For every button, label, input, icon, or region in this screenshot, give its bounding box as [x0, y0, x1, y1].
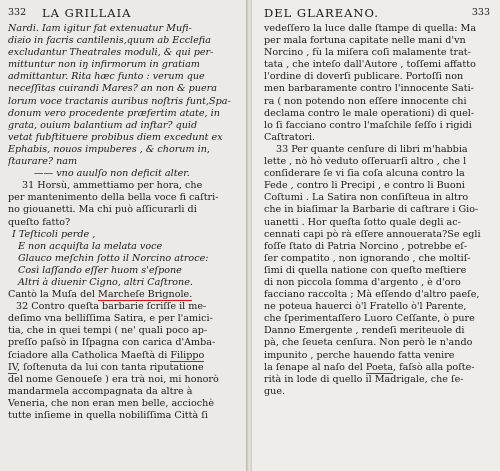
text-line: [264, 241, 492, 253]
line-text-after: , ſoſtenuta da lui con tanta riputatione: [17, 361, 204, 373]
text-line: [8, 156, 241, 168]
left-page-number: 332: [8, 7, 27, 18]
text-line: [264, 71, 492, 83]
text-line: [8, 374, 241, 386]
text-line: [264, 289, 492, 301]
text-line: [8, 180, 241, 192]
text-line: [264, 35, 492, 47]
text-line: [264, 168, 492, 180]
text-line: [8, 204, 241, 216]
text-line: [8, 35, 241, 47]
line-text: mittuntur non iŋ infirmorum in gratiam: [8, 59, 200, 71]
line-text: di non piccola ſomma d'argento , è d'oro: [264, 276, 461, 288]
underlined-name: IV: [8, 361, 18, 373]
right-running-title: DEL GLAREANO.: [264, 6, 379, 20]
line-text: l'ordine di doverſi publicare. Portoſſi non: [264, 71, 464, 83]
line-text: 33 Per quante cenſure di libri m'habbia: [276, 143, 468, 155]
line-text: facciano raccolta ; Mà eſſendo d'altro paeſe,: [264, 289, 480, 301]
text-line: [8, 144, 241, 156]
left-running-title: LA GRILLAIA: [42, 6, 132, 20]
line-text: che ſperimentaſſero Luoro Ceſſante, ò pure: [264, 313, 475, 325]
text-line: [8, 398, 241, 410]
line-text: foſſe ſtato di Patria Norcino , potrebbe eſ-: [264, 240, 468, 252]
line-text: ſciadore alla Catholica Maeſtà di: [8, 349, 171, 361]
text-line: [264, 156, 492, 168]
line-text: ſtaurare? nam: [8, 156, 78, 168]
text-line: [264, 277, 492, 289]
line-text: men barbaramente contro l'innocente Sati-: [264, 83, 474, 95]
text-line: [8, 362, 241, 374]
line-text: cennati capi pò rà eſſere annouerata?Se egli: [264, 228, 481, 240]
line-text: Danno Emergente , rendeſi meriteuole di: [264, 325, 465, 337]
text-line: [264, 192, 492, 204]
text-line: [264, 386, 492, 398]
left-page-text: [8, 23, 241, 422]
text-line: [8, 47, 241, 59]
text-line: [8, 71, 241, 83]
text-line: [8, 96, 241, 108]
line-text: pà, che ſeueta cenſura. Non però le n'ando: [264, 337, 473, 349]
line-text-after: , faſsò alla poſte-: [393, 361, 475, 373]
line-text: 31 Horsù, ammettiamo per hora, che: [22, 180, 203, 192]
line-text: lorum voce tractanis auribus noſtris funt,Spa-: [8, 95, 231, 107]
line-text: per mala fortuna capitate nelle mani d'vn: [264, 35, 466, 47]
text-line: [264, 23, 492, 35]
line-text: ſimi di quella natione con queſto meſtiere: [264, 264, 467, 276]
text-line: [264, 204, 492, 216]
line-text: Glauco meſchin ſotto il Norcino atroce:: [18, 252, 209, 264]
text-line: [8, 265, 241, 277]
right-page: [252, 0, 500, 471]
text-line: [264, 265, 492, 277]
line-text: admittantur. Rita hæc funto : verum que: [8, 71, 205, 83]
line-text: Veneria, che non eran men belle, acciochè: [8, 397, 215, 409]
text-line: [264, 313, 492, 325]
line-text: mandarmela accompagnata da altre à: [8, 385, 193, 397]
text-line: [264, 350, 492, 362]
line-text: Ephabis, nouos impuberes , & chorum in,: [8, 143, 210, 155]
line-text: vedeſſero la luce dalle ſtampe di quella: Ma: [264, 23, 477, 34]
line-text: lo ſi facciano contro l'maſchile ſeſſo i rigidi: [264, 119, 472, 131]
text-line: [264, 325, 492, 337]
left-running-header: [8, 6, 239, 22]
text-line: [8, 325, 241, 337]
text-line: [264, 120, 492, 132]
text-line: [264, 96, 492, 108]
line-text: grata, ouium balantium ad inftar? quid: [8, 119, 198, 131]
left-page: [0, 0, 247, 471]
line-text: Fede , contro li Precipi , e contro li Buoni: [264, 180, 465, 192]
line-text: impunito , perche hauendo fatta venire: [264, 349, 455, 361]
text-line: [8, 229, 241, 241]
text-line: [8, 301, 241, 313]
line-text: tutte inſieme in quella nobiliſſima Città ſi: [8, 410, 208, 421]
text-line: [8, 217, 241, 229]
line-text: no giouanetti. Ma chi può aſſicurarli di: [8, 204, 197, 216]
line-text: tata , che inteſo dall'Autore , toſſemi affatto: [264, 59, 476, 71]
line-text: declama contro le male operationi) di quel-: [264, 107, 475, 119]
text-line: [264, 180, 492, 192]
line-text: per mantenimento della bella voce fi caſtri-: [8, 192, 219, 204]
line-text: Nardi. Iam igitur fat extenuatur Mufi-: [8, 23, 192, 34]
line-text: Così laſſando eſſer huom s'eſpone: [18, 264, 182, 276]
text-line: [8, 168, 241, 180]
line-text: che in biaſimar la Barbarie di caſtrare i Gio-: [264, 204, 479, 216]
text-line: [8, 241, 241, 253]
line-text: I Teſticoli perde ,: [12, 228, 96, 240]
line-text: tia, che in quei tempi ( ne' quali poco ap-: [8, 325, 208, 337]
line-text: ra ( non potendo non eſſere innocente chi: [264, 95, 467, 107]
text-line: [264, 108, 492, 120]
line-text: Cantò la Muſa del: [8, 289, 99, 301]
line-text: deſimo vna belliſſima Satira, e per l'amici-: [8, 313, 213, 325]
right-running-header: [264, 6, 490, 22]
right-page-text: [264, 23, 492, 398]
line-text: Caſtratori.: [264, 131, 316, 143]
text-line: [8, 59, 241, 71]
text-line: [8, 132, 241, 144]
line-text: ſer compatito , non ignorando , che moltiſ-: [264, 252, 471, 264]
line-text: excludantur Theatrales moduli, & qui per-: [8, 47, 214, 59]
line-text: 32 Contro queſta barbarie ſcriſſe il me-: [16, 301, 207, 313]
text-line: [8, 289, 241, 301]
text-line: [264, 132, 492, 144]
text-line: [8, 253, 241, 265]
text-line: [8, 386, 241, 398]
underlined-name: Marcheſe Brignole.: [98, 289, 193, 301]
line-text: conſiderare ſe vi ſia coſa alcuna contro la: [264, 168, 465, 180]
text-line: [8, 337, 241, 349]
text-line: [8, 277, 241, 289]
text-line: [264, 253, 492, 265]
text-line: [8, 313, 241, 325]
text-line: [8, 410, 241, 422]
line-text: Norcino , fù la miſera coſi malamente trat-: [264, 47, 471, 59]
text-line: [264, 83, 492, 95]
line-text: ne poteua hauerci ò'l Fratello ò'l Parente,: [264, 301, 467, 313]
line-text: del nome Genoueſe ) era trà noi, mi honorò: [8, 373, 219, 385]
text-line: [264, 217, 492, 229]
text-line: [8, 108, 241, 120]
text-line: [8, 83, 241, 95]
line-text: rità in lode di quello il Madrigale, che ſe-: [264, 373, 464, 385]
line-text: lette , nò hò veduto oſſeruarſi altro , che l: [264, 156, 467, 168]
text-line: [264, 59, 492, 71]
line-text: vetat fubftituere probibus diem excedunt ex: [8, 131, 223, 143]
underlined-name: Filippo: [170, 349, 205, 361]
line-text: E non acquiſta la melata voce: [18, 240, 163, 252]
line-text: —— vno auulſo non deficit alter.: [34, 168, 190, 180]
text-line: [264, 362, 492, 374]
text-line: [264, 144, 492, 156]
line-text: Coſtumi . La Satira non conſiſteua in altro: [264, 192, 469, 204]
text-line: [264, 374, 492, 386]
line-text: gue.: [264, 385, 286, 397]
line-text: diƨio in facris cantilenis,quum ab Ecclefia: [8, 35, 211, 47]
line-text: la ſenape al naſo del: [264, 361, 366, 373]
line-text: neceſſitas cuirandi Mares? an non & puera: [8, 83, 217, 95]
line-text: donum vero procedente præfertim atate, in: [8, 107, 220, 119]
line-text: preſſo paſsò in Iſpagna con carica d'Amba-: [8, 337, 216, 349]
text-line: [264, 301, 492, 313]
line-text: Altri à diuenir Cigno, altri Caſtrone.: [18, 276, 193, 288]
line-text: uanetti . Hor queſta ſotto quale degli ac-: [264, 216, 461, 228]
text-line: [8, 350, 241, 362]
underlined-name: Poeta: [365, 361, 393, 373]
text-line: [264, 337, 492, 349]
right-page-number: 333: [471, 7, 490, 18]
text-line: [264, 229, 492, 241]
text-line: [8, 120, 241, 132]
text-line: [264, 47, 492, 59]
line-text: queſto fatto?: [8, 216, 71, 228]
text-line: [8, 23, 241, 35]
text-line: [8, 192, 241, 204]
